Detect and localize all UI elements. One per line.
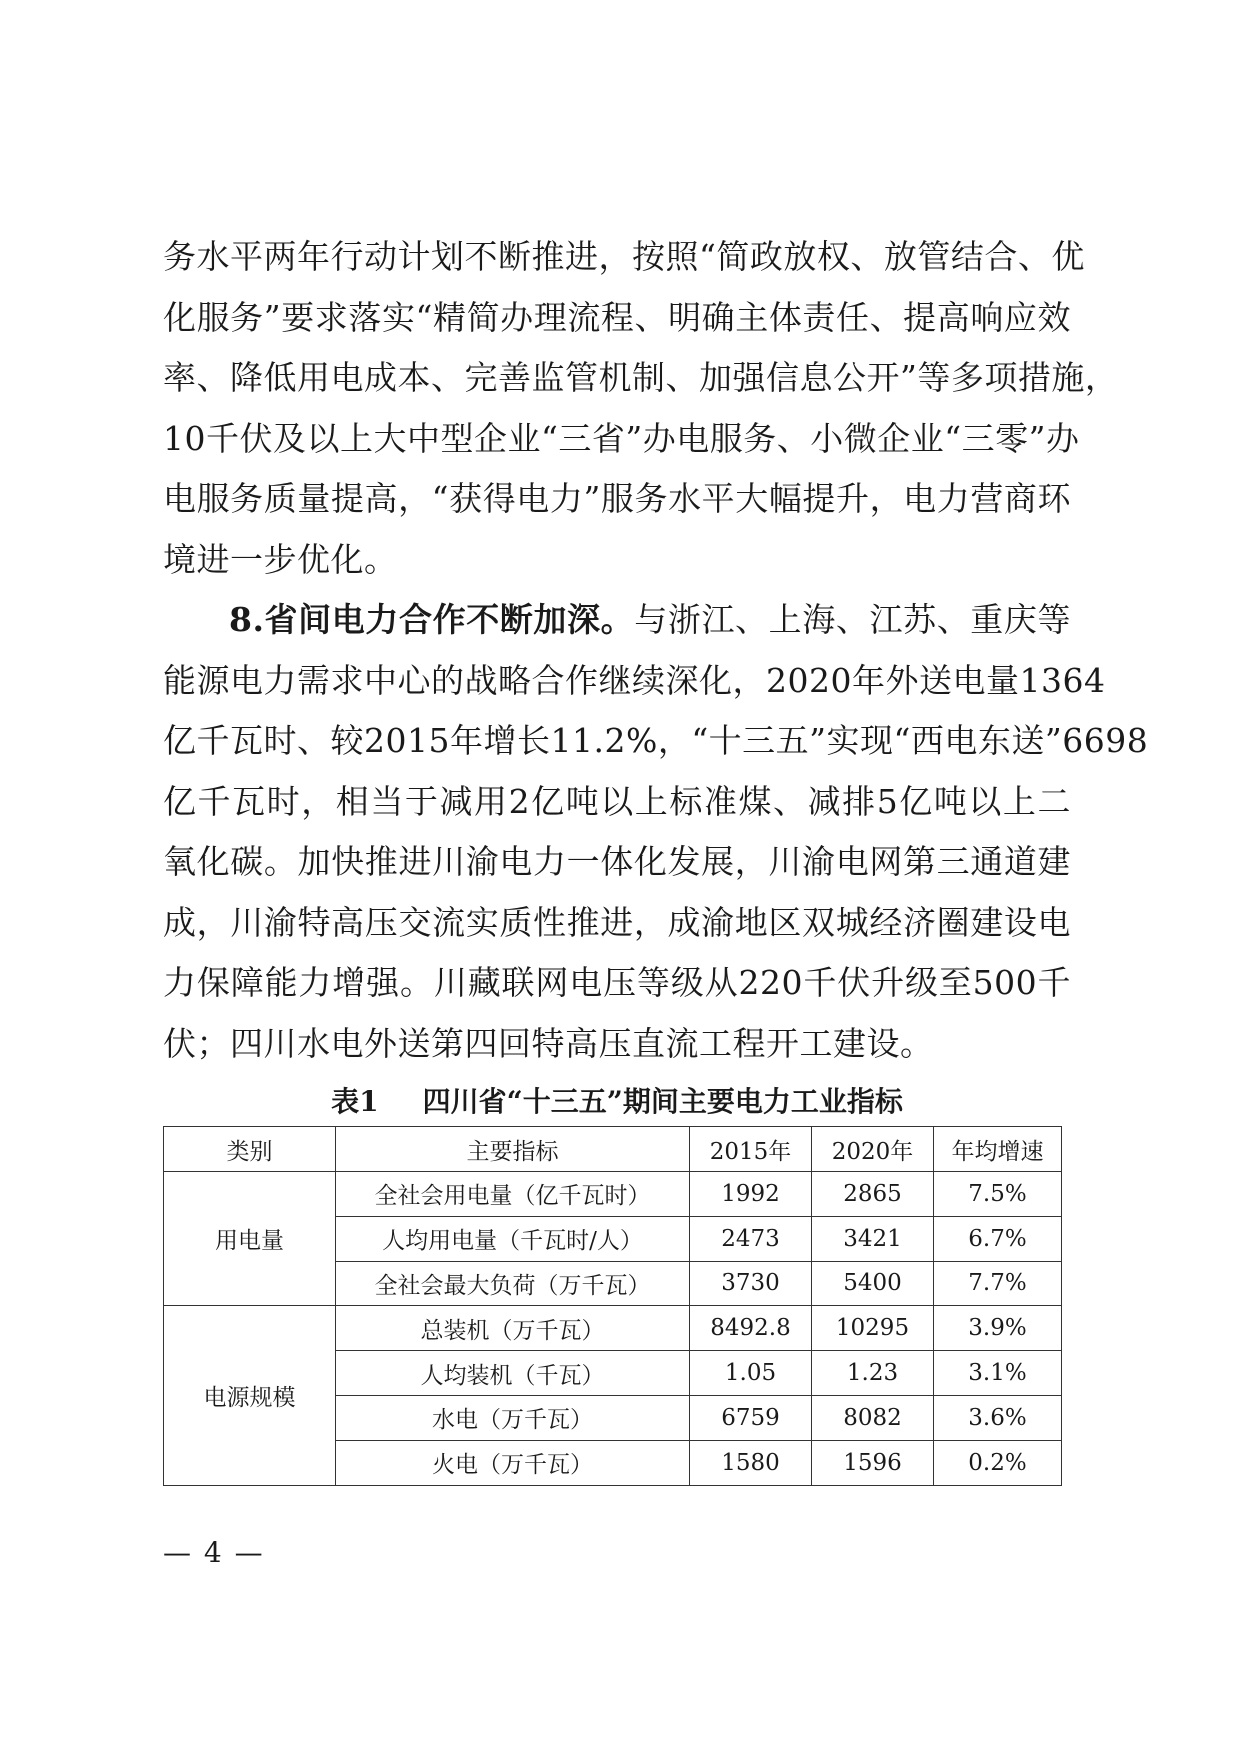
paragraph-line: 能源电力需求中心的战略合作继续深化，2020年外送电量1364 [163,660,1106,700]
growth-cell: 0.2% [934,1440,1062,1485]
column-header-2020: 2020年 [812,1127,934,1172]
column-header-2015: 2015年 [690,1127,812,1172]
paragraph-line: 氧化碳。加快推进川渝电力一体化发展，川渝电网第三通道建 [163,842,1071,881]
paragraph-first-line [163,590,1071,651]
indicator-cell: 水电（万千瓦） [336,1395,690,1440]
paragraph-line: 境进一步优化。 [163,539,398,579]
paragraph-line: 化服务”要求落实“精简办理流程、明确主体责任、提高响应效 [163,297,1071,337]
growth-cell: 6.7% [934,1216,1062,1261]
category-cell: 电源规模 [164,1306,336,1485]
table-title: 四川省“十三五”期间主要电力工业指标 [422,1085,903,1118]
value-2015-cell: 2473 [690,1216,812,1261]
value-2015-cell: 1580 [690,1440,812,1485]
indicator-cell: 人均装机（千瓦） [336,1351,690,1396]
paragraph-line: 伏；四川水电外送第四回特高压直流工程开工建设。 [163,1023,934,1063]
table-row [164,1306,1062,1351]
column-header-growth: 年均增速 [934,1127,1062,1172]
category-cell: 用电量 [164,1172,336,1306]
value-2020-cell: 3421 [812,1216,934,1261]
value-2020-cell: 8082 [812,1395,934,1440]
value-2020-cell: 2865 [812,1172,934,1217]
table-row [164,1172,1062,1217]
paragraph-text: 与浙江、上海、江苏、重庆等 [634,600,1072,639]
value-2020-cell: 1596 [812,1440,934,1485]
paragraph-line: 力保障能力增强。川藏联网电压等级从220千伏升级至500千 [163,963,1071,1002]
value-2015-cell: 1992 [690,1172,812,1217]
growth-cell: 3.6% [934,1395,1062,1440]
paragraph-line: 亿千瓦时，相当于减用2亿吨以上标准煤、减排5亿吨以上二 [163,781,1071,821]
indicator-cell: 全社会用电量（亿千瓦时） [336,1172,690,1217]
indicator-cell: 总装机（万千瓦） [336,1306,690,1351]
table-caption [163,1082,1071,1122]
page-number: — 4 — [163,1536,265,1569]
indicator-cell: 人均用电量（千瓦时/人） [336,1216,690,1261]
value-2015-cell: 8492.8 [690,1306,812,1351]
section-heading: 8.省间电力合作不断加深。 [229,600,635,639]
value-2020-cell: 1.23 [812,1351,934,1396]
paragraph-line: 务水平两年行动计划不断推进，按照“简政放权、放管结合、优 [163,237,1085,276]
table-header-row [164,1127,1062,1172]
growth-cell: 7.7% [934,1261,1062,1306]
column-header-indicator: 主要指标 [336,1127,690,1172]
value-2015-cell: 1.05 [690,1351,812,1396]
value-2015-cell: 3730 [690,1261,812,1306]
indicators-table [163,1126,1062,1486]
paragraph-line: 成，川渝特高压交流实质性推进，成渝地区双城经济圈建设电 [163,902,1071,942]
growth-cell: 3.9% [934,1306,1062,1351]
indicator-cell: 火电（万千瓦） [336,1440,690,1485]
growth-cell: 3.1% [934,1351,1062,1396]
table-number: 表1 [331,1085,379,1118]
value-2020-cell: 10295 [812,1306,934,1351]
body-text [163,227,1149,1074]
value-2015-cell: 6759 [690,1395,812,1440]
value-2020-cell: 5400 [812,1261,934,1306]
paragraph-line: 亿千瓦时、较2015年增长11.2%，“十三五”实现“西电东送”6698 [163,721,1149,760]
indicator-cell: 全社会最大负荷（万千瓦） [336,1261,690,1306]
column-header-category: 类别 [164,1127,336,1172]
paragraph-line: 电服务质量提高，“获得电力”服务水平大幅提升，电力营商环 [163,479,1071,518]
paragraph-line: 率、降低用电成本、完善监管机制、加强信息公开”等多项措施， [163,358,1119,397]
paragraph-line: 10千伏及以上大中型企业“三省”办电服务、小微企业“三零”办 [163,418,1080,458]
growth-cell: 7.5% [934,1172,1062,1217]
